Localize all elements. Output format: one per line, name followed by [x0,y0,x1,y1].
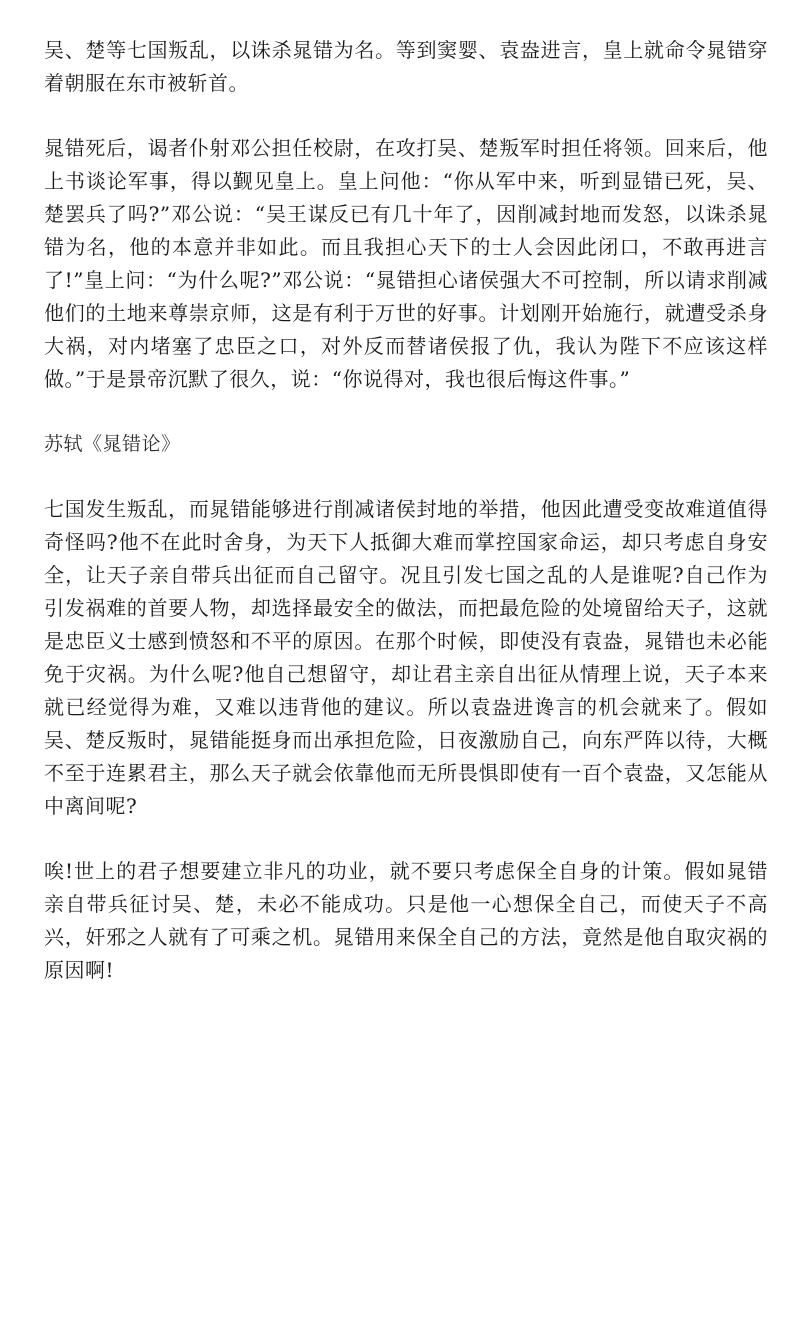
paragraph-deng-gong-dialogue: 晁错死后，谒者仆射邓公担任校尉，在攻打吴、楚叛军时担任将领。回来后，他上书谈论军事，得以觐见皇上。皇上问他：“你从军中来，听到显错已死，吴、楚罢兵了吗?”邓公说：“吴王谋反已有几十年了，因削减封地而发怒，以诛杀晁错为名，他的本意并非如此。而且我担心天下的士人会因此闭口，不敢再进言了!”皇上问：“为什么呢?”邓公说：“晁错担心诸侯强大不可控制，所以请求削减他们的土地来尊崇京师，这是有利于万世的好事。计划刚开始施行，就遭受杀身大祸，对内堵塞了忠臣之口，对外反而替诸侯报了仇，我认为陛下不应该这样做。”于是景帝沉默了很久，说：“你说得对，我也很后悔这件事。” [44,136,768,391]
source-title: 苏轼《晁错论》 [44,433,181,455]
paragraph-su-shi-analysis: 七国发生叛乱，而晁错能够进行削减诸侯封地的举措，他因此遭受变故难道值得奇怪吗?他不在此时舍身，为天下人抵御大难而掌控国家命运，却只考虑自身安全，让天子亲自带兵出征而自己留守。况且引发七国之乱的人是谁呢?自己作为引发祸难的首要人物，却选择最安全的做法，而把最危险的处境留给天子，这就是忠臣义士感到愤怒和不平的原因。在那个时候，即使没有袁盎，晁错也未必能免于灾祸。为什么呢?他自己想留守，却让君主亲自出征从情理上说，天子本来就已经觉得为难，又难以违背他的建议。所以袁盎进谗言的机会就来了。假如吴、楚反叛时，晁错能挺身而出承担危险，日夜激励自己，向东严阵以待，大概不至于连累君主，那么天子就会依靠他而无所畏惧即使有一百个袁盎，又怎能从中离间呢? [44,497,768,818]
paragraph-conclusion: 唉!世上的君子想要建立非凡的功业，就不要只考虑保全自身的计策。假如晁错亲自带兵征讨吴、楚，未必不能成功。只是他一心想保全自己，而使天子不高兴，奸邪之人就有了可乘之机。晁错用来保全自己的方法，竟然是他自取灾祸的原因啊! [44,859,768,982]
paragraph-execution: 吴、楚等七国叛乱，以诛杀晁错为名。等到窦婴、袁盎进言，皇上就命令晁错穿着朝服在东市被斩首。 [44,38,768,95]
